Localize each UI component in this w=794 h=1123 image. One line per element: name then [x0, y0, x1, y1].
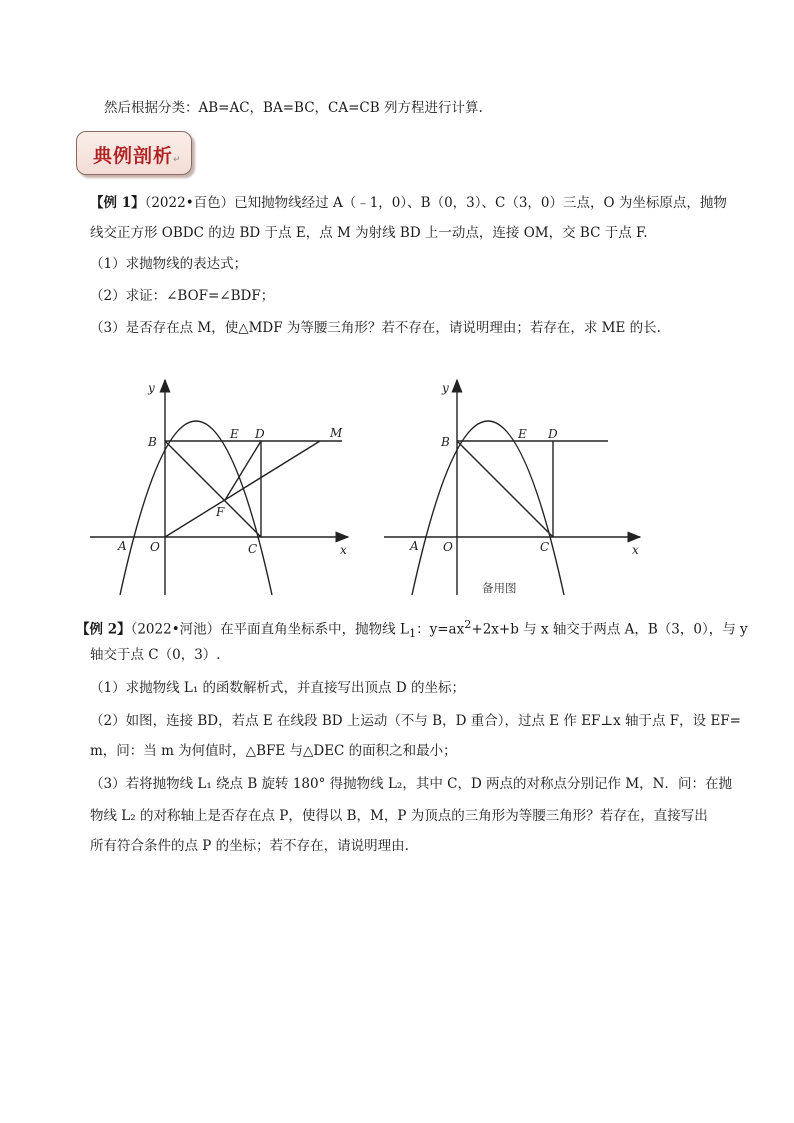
right-label-c: C [540, 540, 550, 554]
right-label-d: D [548, 427, 558, 441]
example2-tag: 【例 2】 [76, 621, 131, 638]
example2-question3b: 物线 L₂ 的对称轴上是否存在点 P，使得以 B，M，P 为顶点的三角形为等腰三角形？若存在，直接写出 [90, 808, 708, 824]
example2-text-b: ：y=ax [416, 621, 465, 638]
left-label-d: D [255, 427, 265, 441]
left-figure [90, 380, 348, 595]
right-label-e: E [518, 427, 527, 441]
example2-source: （2022•河池） [130, 621, 221, 638]
right-label-a: A [410, 539, 419, 553]
left-line-om [165, 441, 320, 537]
example2-question1: （1）求抛物线 L₁ 的函数解析式，并直接写出顶点 D 的坐标； [90, 680, 465, 696]
return-mark-icon: ↵ [173, 155, 181, 165]
right-label-b: B [441, 435, 450, 449]
figure-caption: 备用图 [482, 581, 517, 595]
right-label-o: O [443, 540, 453, 554]
example2-line1 [76, 615, 748, 644]
example2-question3a: （3）若将抛物线 L₁ 绕点 B 旋转 180° 得抛物线 L₂，其中 C，D 两点的对称点分别记作 M，N．问：在抛 [90, 776, 732, 792]
left-label-a: A [118, 539, 127, 553]
left-label-c: C [248, 542, 258, 556]
example1-line2: 线交正方形 OBDC 的边 BD 于点 E，点 M 为射线 BD 上一动点，连接 OM，交 BC 于点 F. [90, 225, 648, 241]
example1-point-b: B（0，3）、 [420, 195, 496, 211]
left-line-df [225, 441, 261, 500]
example2-superscript: 2 [464, 618, 472, 631]
example2-subscript: 1 [408, 627, 417, 641]
left-label-m: M [330, 426, 343, 440]
right-label-x: x [632, 543, 639, 557]
example1-tag: 【例 1】 [90, 195, 145, 211]
example1-question1: （1）求抛物线的表达式； [90, 256, 248, 272]
figure-diagrams [0, 370, 794, 630]
example1-source: （2022•百色） [144, 195, 235, 211]
example2-text-c: +2x+b 与 x 轴交于两点 A，B（3，0），与 y [471, 621, 748, 638]
right-label-y: y [442, 381, 449, 395]
right-figure [384, 380, 640, 595]
example2-question2b: m，问：当 m 为何值时，△BFE 与△DEC 的面积之和最小； [90, 743, 457, 759]
example1-question3: （3）是否存在点 M，使△MDF 为等腰三角形？若不存在，请说明理由；若存在，求 ME 的长. [90, 320, 661, 336]
left-parabola [120, 421, 272, 595]
left-label-x: x [340, 543, 347, 557]
left-figure-labels [117, 381, 347, 557]
example1-text-a: 已知抛物线经过 [234, 195, 333, 211]
example1-line1 [90, 193, 727, 213]
example1-point-a: A（﹣1，0）、 [332, 195, 421, 211]
example1-question2: （2）求证：∠BOF=∠BDF； [90, 288, 275, 304]
example1-point-c: C（3，0）三点， [495, 195, 604, 211]
left-label-y: y [148, 381, 155, 395]
left-line-bc [165, 441, 261, 537]
left-label-e: E [230, 427, 239, 441]
section-badge [76, 131, 192, 175]
right-parabola [412, 421, 564, 595]
left-label-b: B [148, 435, 157, 449]
right-figure-labels [409, 381, 639, 557]
example2-line2: 轴交于点 C（0，3）. [90, 647, 221, 663]
left-label-o: O [150, 540, 160, 554]
left-label-f: F [216, 505, 225, 519]
section-title [93, 141, 181, 168]
example2-question2a: （2）如图，连接 BD，若点 E 在线段 BD 上运动（不与 B，D 重合），过点 E 作 EF⊥x 轴于点 F，设 EF= [90, 713, 741, 729]
section-title-text: 典例剖析 [93, 145, 174, 167]
example2-question3c: 所有符合条件的点 P 的坐标；若不存在，请说明理由. [90, 838, 409, 854]
example2-text-a: 在平面直角坐标系中，抛物线 L [220, 621, 409, 638]
intro-text: 然后根据分类：AB=AC，BA=BC，CA=CB 列方程进行计算. [104, 100, 483, 116]
example1-text-b: O 为坐标原点，抛物 [603, 195, 727, 211]
right-line-bc [457, 441, 553, 537]
